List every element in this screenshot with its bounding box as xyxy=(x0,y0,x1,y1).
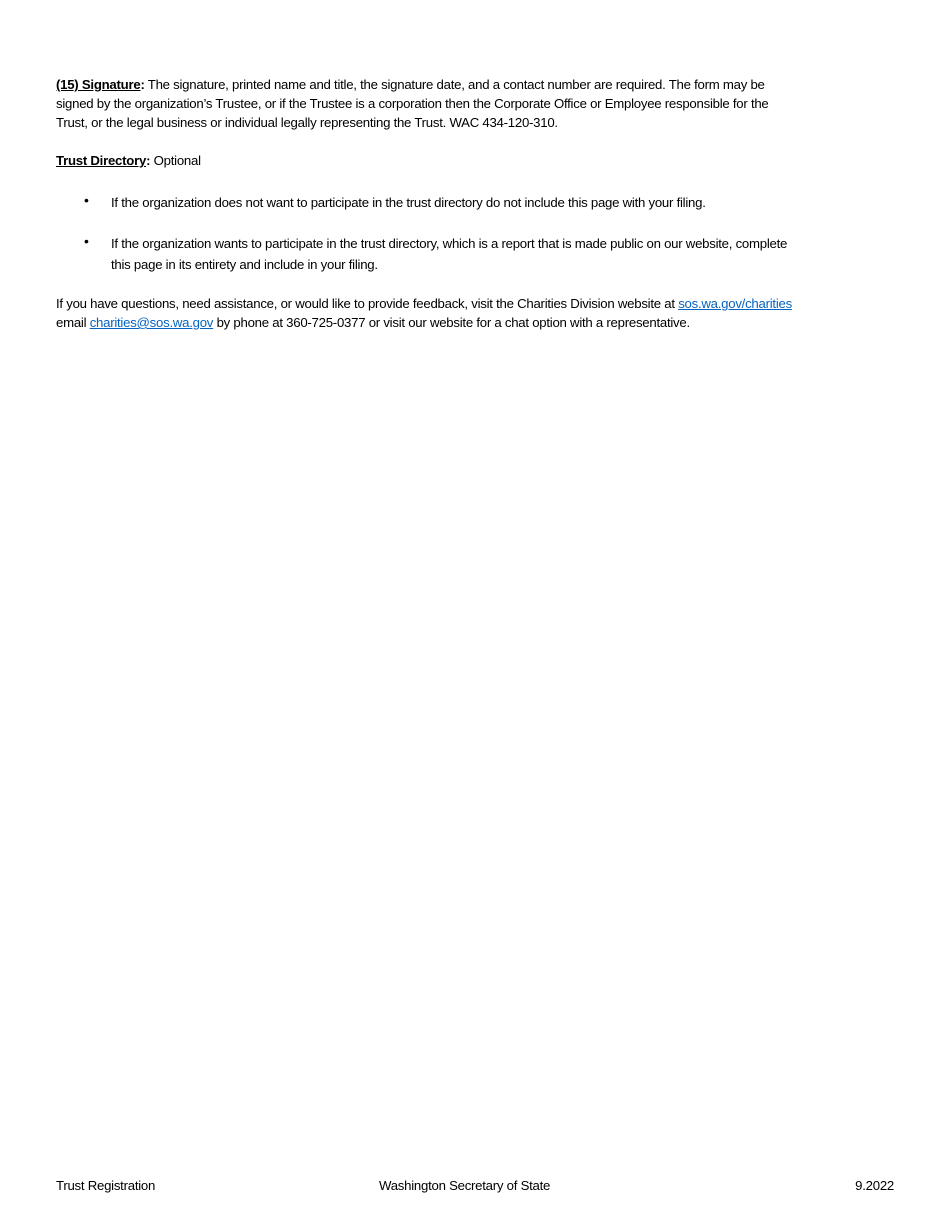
email-link[interactable]: charities@sos.wa.gov xyxy=(89,315,214,330)
contact-line-2 xyxy=(56,313,690,332)
signature-line-1 xyxy=(56,75,765,94)
bullet-item-continued: this page in its entirety and include in your filing. xyxy=(111,257,378,272)
contact-text: email xyxy=(56,315,90,330)
trust-directory-heading: Trust Directory xyxy=(56,153,147,168)
bullet-item: If the organization does not want to participate in the trust directory do not include this page with your filing. xyxy=(111,195,706,210)
signature-line-2: signed by the organization’s Trustee, or if the Trustee is a corporation then the Corporate Office or Employee responsible for the xyxy=(56,96,769,111)
signature-heading: (15) Signature xyxy=(56,77,141,92)
footer-center: Washington Secretary of State xyxy=(379,1178,551,1193)
contact-line-1 xyxy=(56,294,792,313)
website-link[interactable]: sos.wa.gov/charities xyxy=(678,296,792,311)
trust-directory-line xyxy=(56,151,201,170)
signature-text: The signature, printed name and title, the signature date, and a contact number are required. The form may be xyxy=(144,77,765,92)
contact-text: by phone at 360-725-0377 or visit our website for a chat option with a representative. xyxy=(213,315,690,330)
bullet-icon: • xyxy=(84,233,89,249)
bullet-icon: • xyxy=(84,192,89,208)
footer-left: Trust Registration xyxy=(56,1178,156,1193)
contact-text: If you have questions, need assistance, or would like to provide feedback, visit the Charities Division website at xyxy=(56,296,679,311)
footer-right: 9.2022 xyxy=(855,1178,894,1193)
signature-line-3: Trust, or the legal business or individual legally representing the Trust. WAC 434-120-310. xyxy=(56,115,558,130)
bullet-item: If the organization wants to participate in the trust directory, which is a report that is made public on our website, complete xyxy=(111,236,788,251)
trust-directory-value: Optional xyxy=(150,153,201,168)
signature-colon: : xyxy=(140,77,145,92)
trust-directory-colon: : xyxy=(146,153,151,168)
